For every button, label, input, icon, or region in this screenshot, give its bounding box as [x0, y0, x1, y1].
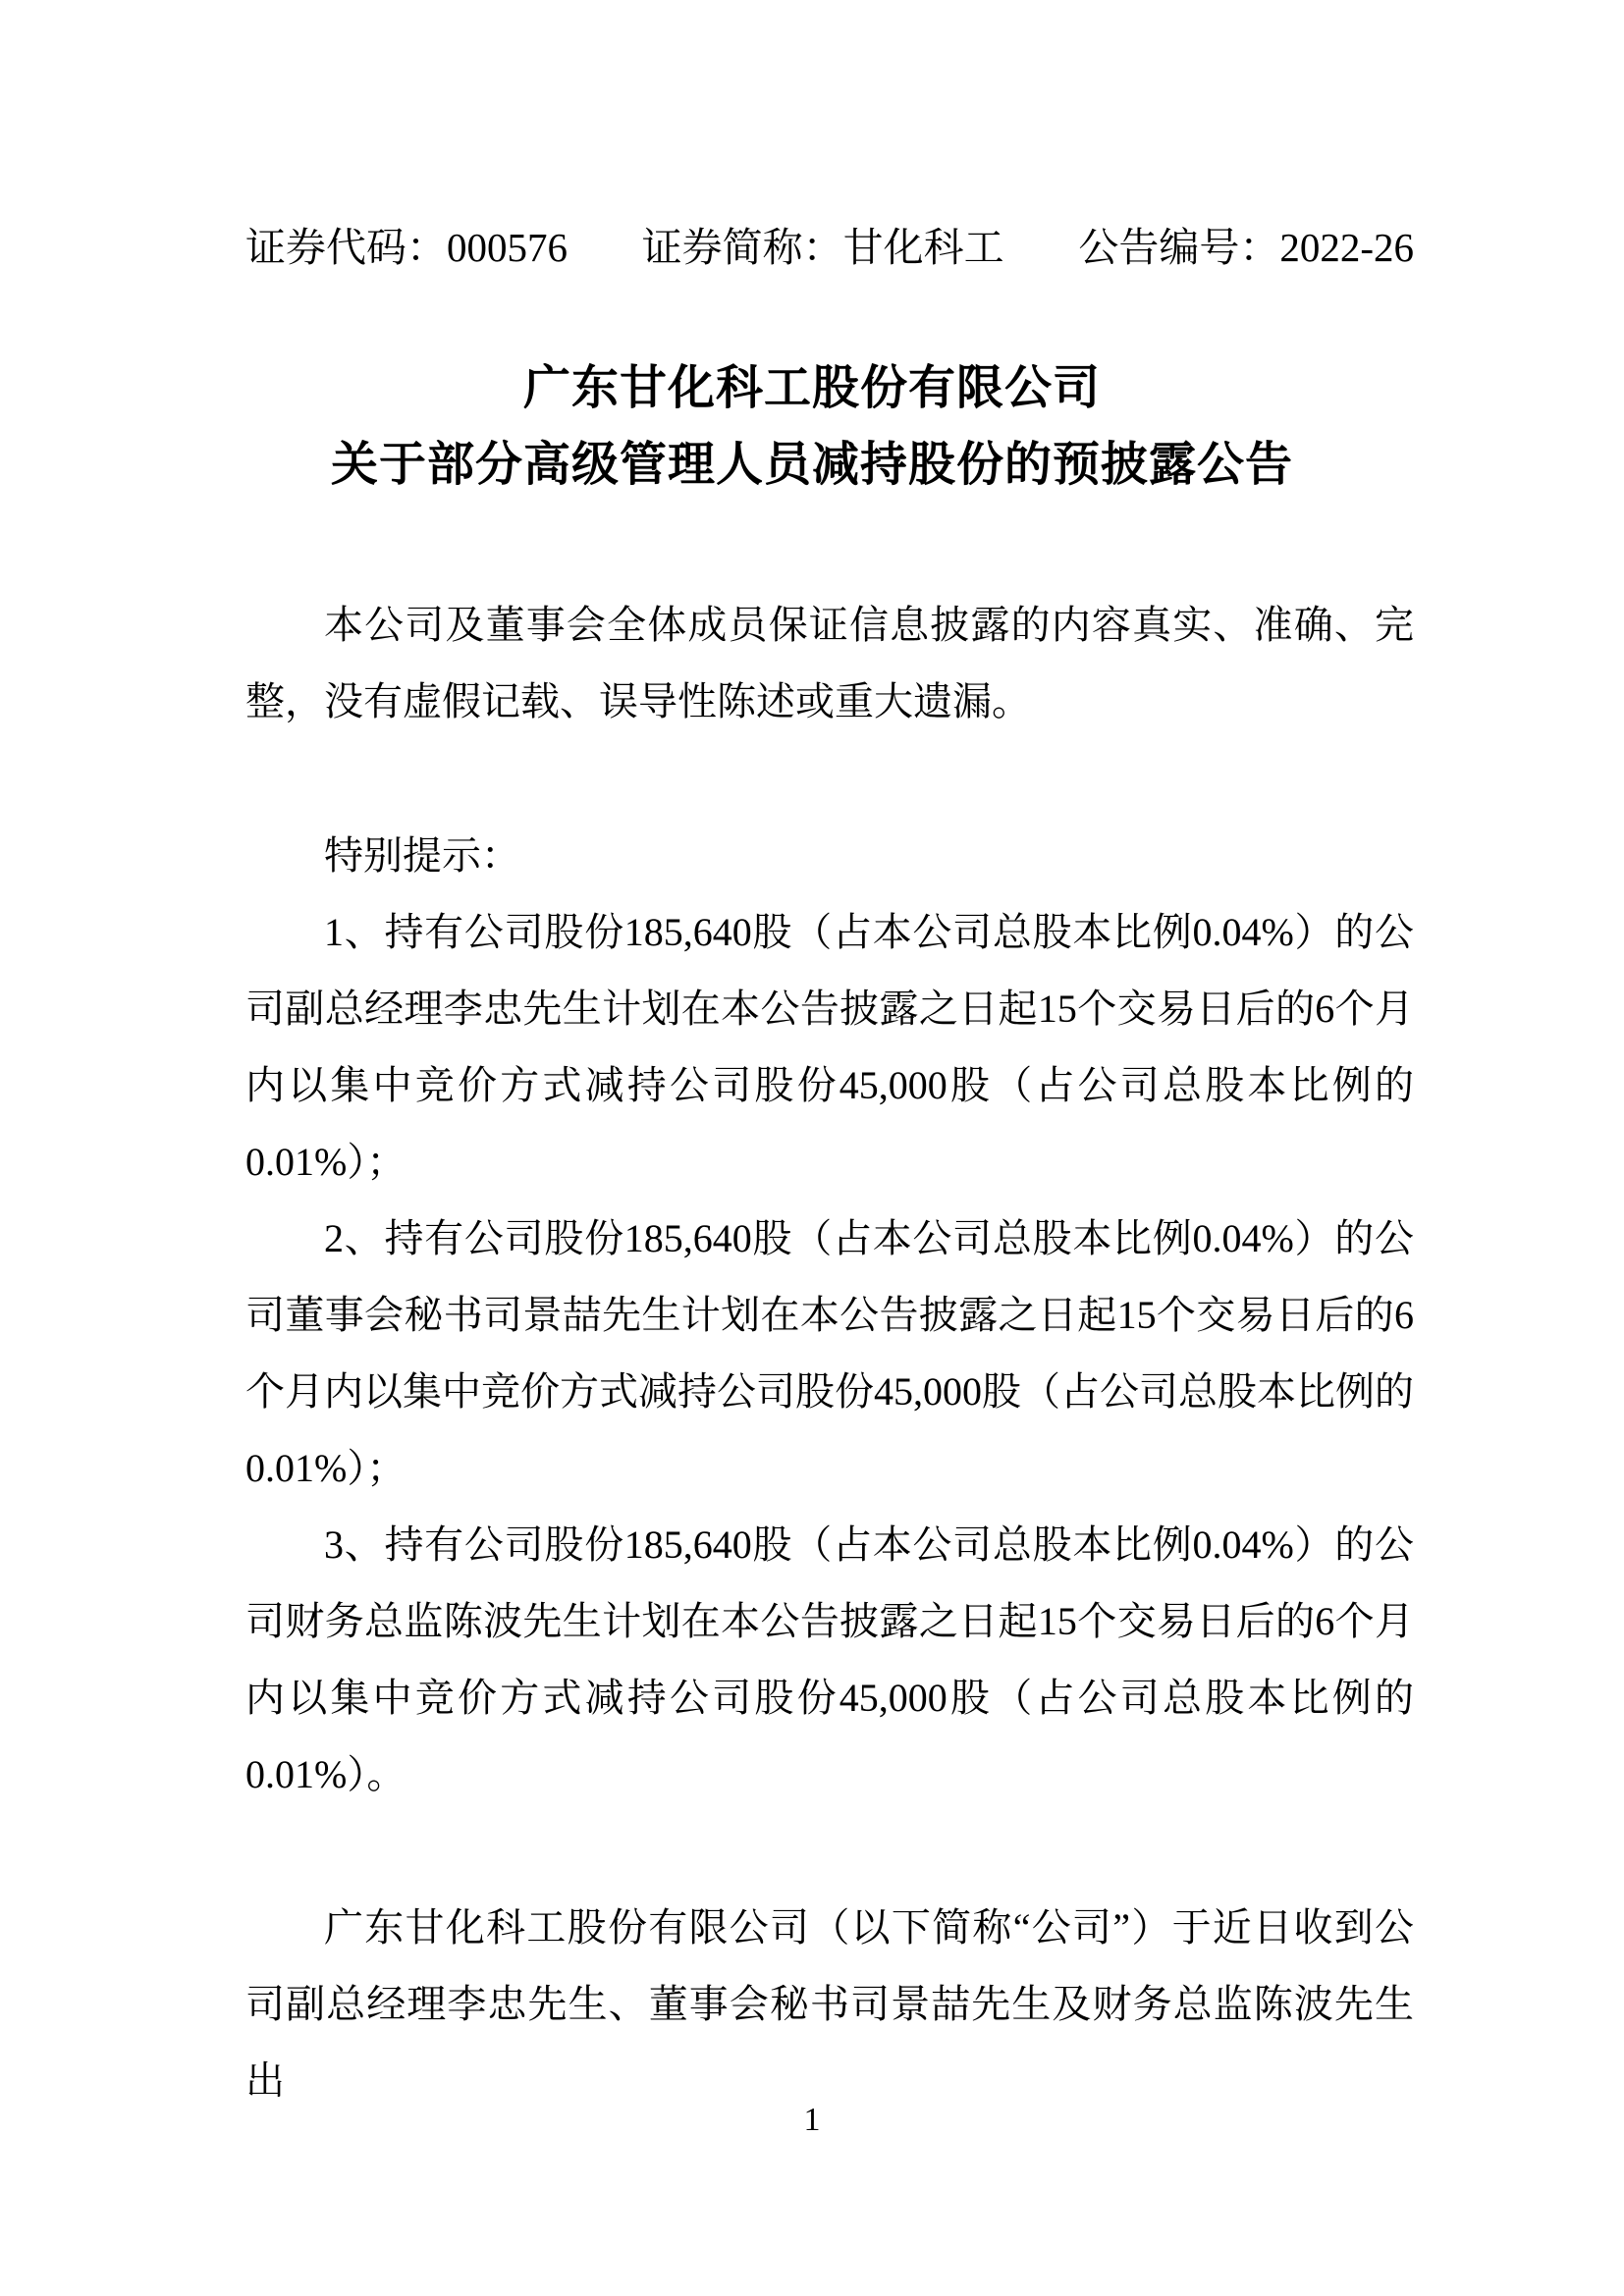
special-note-item-1: 1、持有公司股份185,640股（占本公司总股本比例0.04%）的公司副总经理李忠先生计划在本公告披露之日起15个交易日后的6个月内以集中竞价方式减持公司股份45,000股（占公司总股本比例的0.01%）； [245, 910, 1414, 1184]
board-declaration-section [245, 587, 1414, 740]
board-declaration-paragraph: 本公司及董事会全体成员保证信息披露的内容真实、准确、完整，没有虚假记载、误导性陈述或重大遗漏。 [245, 603, 1414, 723]
closing-paragraph: 广东甘化科工股份有限公司（以下简称“公司”）于近日收到公司副总经理李忠先生、董事会秘书司景喆先生及财务总监陈波先生出 [245, 1905, 1414, 2103]
document-title-line2: 关于部分高级管理人员减持股份的预披露公告 [330, 439, 1293, 491]
document-title-line1: 广东甘化科工股份有限公司 [522, 362, 1101, 414]
document-header-row [245, 224, 1414, 272]
stock-abbr-text: 证券简称：甘化科工 [641, 225, 1004, 270]
special-note-item-3: 3、持有公司股份185,640股（占本公司总股本比例0.04%）的公司财务总监陈波先生计划在本公告披露之日起15个交易日后的6个月内以集中竞价方式减持公司股份45,000股（占公司总股本比例的0.01%）。 [245, 1522, 1414, 1796]
page-number: 1 [803, 2102, 821, 2138]
stock-code-text: 证券代码：000576 [245, 225, 568, 270]
special-note-item-2: 2、持有公司股份185,640股（占本公司总股本比例0.04%）的公司董事会秘书司景喆先生计划在本公告披露之日起15个交易日后的6个月内以集中竞价方式减持公司股份45,000股（占公司总股本比例的0.01%）； [245, 1216, 1414, 1490]
announcement-number-text: 公告编号：2022-26 [1078, 225, 1414, 270]
document-body-section [245, 818, 1414, 2119]
special-note-heading: 特别提示： [324, 833, 520, 878]
